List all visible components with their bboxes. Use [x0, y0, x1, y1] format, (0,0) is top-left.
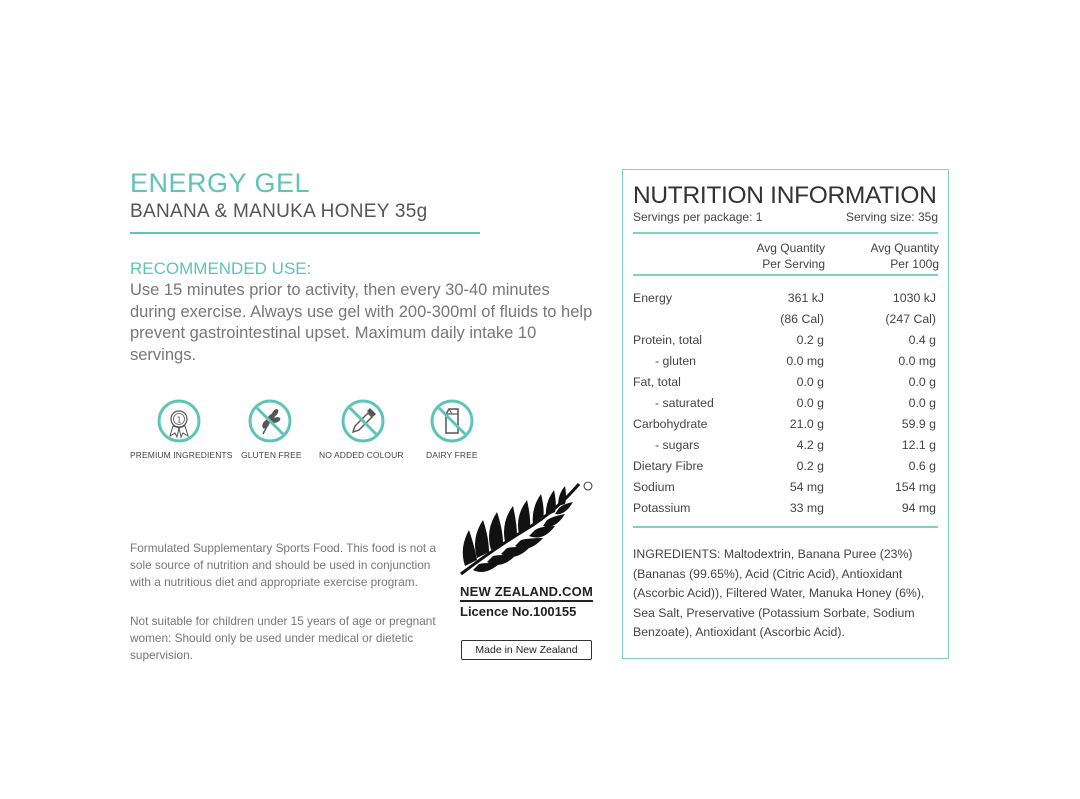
nutrition-divider-header: [633, 274, 938, 276]
per-100g-value: 0.0 g: [908, 396, 936, 410]
per-100g-value: 0.0 g: [908, 375, 936, 389]
nutrient-label: Energy: [633, 291, 672, 305]
nutrition-row: [633, 480, 938, 501]
nutrition-row: [633, 459, 938, 480]
licence-number: Licence No.100155: [460, 604, 577, 619]
per-serving-header: [757, 240, 825, 272]
wheat-crossed-icon: [247, 398, 293, 444]
made-in-nz-badge: Made in New Zealand: [461, 640, 592, 660]
per-100g-value: 0.6 g: [908, 459, 936, 473]
nutrition-row: [633, 375, 938, 396]
nz-website-text: NEW ZEALAND.COM: [460, 584, 593, 599]
milk-carton-crossed-icon: [429, 398, 475, 444]
nutrition-title: NUTRITION INFORMATION: [633, 182, 937, 209]
per-100g-value: 0.4 g: [908, 333, 936, 347]
product-title: ENERGY GEL: [130, 168, 311, 198]
recommended-use-heading: RECOMMENDED USE:: [130, 259, 312, 278]
nutrition-row: [633, 396, 938, 417]
svg-text:1: 1: [176, 415, 182, 425]
nutrient-label: Carbohydrate: [633, 417, 708, 431]
nutrition-row: [633, 417, 938, 438]
per-100g-value: 154 mg: [894, 480, 936, 494]
icon-label-gluten-free: GLUTEN FREE: [241, 450, 302, 460]
nutrition-divider-top: [633, 232, 938, 234]
product-subtitle: BANANA & MANUKA HONEY 35g: [130, 201, 428, 222]
per-serving-value: 0.0 mg: [786, 354, 824, 368]
icon-label-premium: PREMIUM INGREDIENTS: [130, 450, 233, 460]
per-serving-value: 4.2 g: [796, 438, 824, 452]
nutrient-label: Potassium: [633, 501, 691, 515]
per-serving-value: 33 mg: [789, 501, 824, 515]
per-serving-value: (86 Cal): [780, 312, 824, 326]
nutrition-row: [633, 438, 938, 459]
nutrient-label: - sugars: [655, 438, 700, 452]
nutrient-label: Dietary Fibre: [633, 459, 704, 473]
nutrition-divider-bottom: [633, 526, 938, 528]
disclaimer-text: Formulated Supplementary Sports Food. This food is not a sole source of nutrition and should be used in conjunction with a nutritious diet and appropriate exercise program.: [130, 541, 437, 589]
per-100g-header-line1: Avg Quantity: [870, 241, 939, 255]
serving-size: Serving size: 35g: [845, 210, 938, 224]
nutrition-row: [633, 333, 938, 354]
per-100g-header: [871, 240, 939, 272]
per-100g-header-line2: Per 100g: [890, 257, 939, 271]
nutrition-row: [633, 312, 938, 333]
nutrition-row: [633, 291, 938, 312]
recommended-use-text: Use 15 minutes prior to activity, then every 30-40 minutes during exercise. Always use gel with 200-300ml of fluids to help prevent gastrointestinal upset. Maximum daily intake 10 servings.: [130, 281, 593, 364]
per-serving-value: 361 kJ: [787, 291, 824, 305]
per-serving-header-line2: Per Serving: [762, 257, 825, 271]
per-100g-value: 94 mg: [901, 501, 936, 515]
title-divider: [130, 232, 480, 234]
per-100g-value: 12.1 g: [901, 438, 936, 452]
per-serving-value: 21.0 g: [789, 417, 824, 431]
per-100g-value: (247 Cal): [885, 312, 936, 326]
warning-text: Not suitable for children under 15 years of age or pregnant women: Should only be used under medical or dietetic supervision.: [130, 614, 436, 662]
per-serving-value: 0.2 g: [796, 459, 824, 473]
icon-label-dairy-free: DAIRY FREE: [426, 450, 478, 460]
nutrient-label: Protein, total: [633, 333, 703, 347]
dropper-crossed-icon: [340, 398, 386, 444]
nutrition-row: [633, 354, 938, 375]
nz-badge-divider: [460, 600, 593, 602]
per-100g-value: 59.9 g: [901, 417, 936, 431]
nutrient-label: - gluten: [655, 354, 697, 368]
per-serving-value: 0.0 g: [796, 396, 824, 410]
servings-per-package: Servings per package: 1: [633, 210, 763, 224]
per-serving-value: 0.2 g: [796, 333, 824, 347]
per-serving-header-line1: Avg Quantity: [756, 241, 825, 255]
nutrient-label: - saturated: [655, 396, 714, 410]
icon-label-no-colour: NO ADDED COLOUR: [319, 450, 404, 460]
award-ribbon-icon: [156, 398, 202, 444]
nutrient-label: Sodium: [633, 480, 675, 494]
per-100g-value: 0.0 mg: [898, 354, 936, 368]
ingredients-text: INGREDIENTS: Maltodextrin, Banana Puree (23%) (Bananas (99.65%), Acid (Citric Acid), Antioxidant (Ascorbic Acid)), Filtered Water, Manuka Honey (6%), Sea Salt, Preservative (Potassium Sorbate, Sodium Benzoate), Antioxidant (Ascorbic Acid).: [633, 547, 925, 639]
nutrient-label: Fat, total: [633, 375, 681, 389]
nutrition-row: [633, 501, 938, 522]
per-100g-value: 1030 kJ: [892, 291, 936, 305]
per-serving-value: 0.0 g: [796, 375, 824, 389]
per-serving-value: 54 mg: [789, 480, 824, 494]
silver-fern-logo: [455, 478, 595, 580]
